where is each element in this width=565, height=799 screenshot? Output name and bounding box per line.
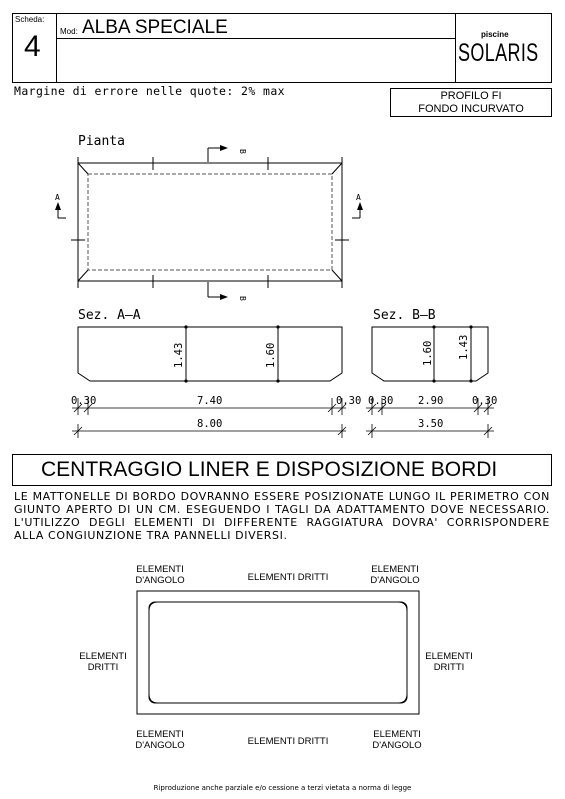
section-bb-dim-right: 0.30: [472, 395, 498, 407]
section-bb-depth-shallow: 1.43: [458, 334, 470, 360]
marker-a-right: A: [356, 193, 361, 202]
pool-inner-outline: [149, 602, 407, 703]
pool-outer-outline: [137, 591, 419, 714]
liner-description: LE MATTONELLE DI BORDO DOVRANNO ESSERE POSIZIONATE LUNGO IL PERIMETRO CON GIUNTO APERTO DI UN CM. ESEGUENDO I TAGLI DA ADATTAMENTO DOVE NECESSARIO. L'UTILIZZO DEGLI ELEMENTI DI DIFFERENTE RAGGIATURA DOVRA' CORRISPONDERE ALLA CONGIUNZIONE TRA PANNELLI DIVERSI.: [14, 490, 550, 542]
marker-b-top: B: [238, 149, 247, 154]
section-aa-dim-left: 0.30: [71, 395, 97, 407]
section-bb-dim-left: 0.30: [368, 395, 394, 407]
label-corner-bottom-left: ELEMENTI D'ANGOLO: [135, 729, 185, 751]
label-straight-top: ELEMENTI DRITTI: [247, 572, 329, 583]
footer-note: Riproduzione anche parziale e/o cessione a terzi vietata a norma di legge: [153, 784, 412, 792]
section-bb-dim-total: 3.50: [418, 418, 444, 430]
section-aa-dim-total: 8.00: [197, 418, 223, 430]
model-name: ALBA SPECIALE: [82, 17, 228, 38]
section-aa-profile: [78, 327, 342, 381]
marker-a-left: A: [55, 193, 60, 202]
section-aa-depth-shallow: 1.43: [173, 342, 185, 368]
logo-main-text: SOLARIS: [458, 39, 539, 67]
section-marker-a-right: [352, 193, 361, 218]
profile-line-1: PROFILO FI: [440, 90, 502, 102]
label-straight-right: ELEMENTI DRITTI: [425, 651, 473, 673]
plan-ticks: [71, 157, 349, 288]
section-marker-b-top: [208, 148, 247, 162]
label-corner-bottom-right: ELEMENTI D'ANGOLO: [372, 729, 422, 751]
section-marker-b-bottom: [208, 282, 247, 301]
plan-title: Pianta: [78, 134, 125, 149]
section-bb-depth-deep: 1.60: [422, 340, 434, 366]
logo-small-text: piscine: [481, 30, 509, 39]
label-corner-top-right: ELEMENTI D'ANGOLO: [370, 564, 420, 586]
corner-element-marks: [149, 602, 407, 703]
section-aa-dim-right: 0.30: [336, 395, 362, 407]
profile-line-2: FONDO INCURVATO: [418, 103, 524, 115]
label-corner-top-left: ELEMENTI D'ANGOLO: [135, 564, 185, 586]
section-aa-title: Sez. A—A: [78, 308, 141, 323]
section-aa-dim-mid: 7.40: [197, 395, 223, 407]
scheda-label: Scheda:: [15, 15, 45, 24]
liner-title: CENTRAGGIO LINER E DISPOSIZIONE BORDI: [41, 458, 498, 481]
label-straight-left: ELEMENTI DRITTI: [79, 651, 127, 673]
mod-label: Mod:: [60, 27, 78, 36]
section-bb-dim-mid: 2.90: [418, 395, 444, 407]
marker-b-bottom: B: [238, 296, 247, 301]
section-marker-a-left: [55, 193, 66, 218]
liner-title-box: [12, 454, 552, 486]
label-straight-bottom: ELEMENTI DRITTI: [247, 736, 329, 747]
scheda-number: 4: [24, 30, 41, 63]
section-aa-depth-deep: 1.60: [265, 342, 277, 368]
tolerance-note: Margine di errore nelle quote: 2% max: [14, 84, 285, 98]
plan-outline: [78, 163, 342, 281]
section-bb-title: Sez. B—B: [373, 308, 436, 323]
